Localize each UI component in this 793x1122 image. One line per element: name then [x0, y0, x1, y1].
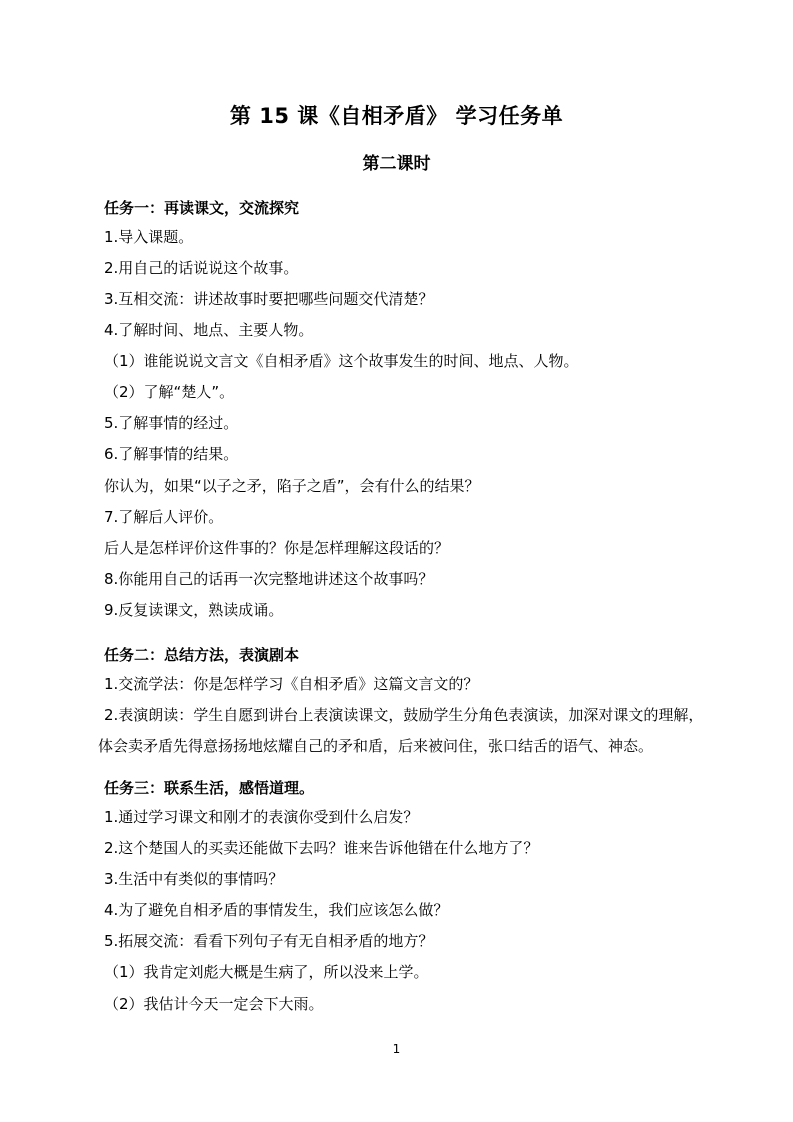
- task2-item: 2.表演朗读：学生自愿到讲台上表演读课文，鼓励学生分角色表演读，加深对课文的理解，: [104, 706, 704, 724]
- doc-title: 第 15 课《自相矛盾》 学习任务单: [229, 104, 564, 128]
- task1-item: 6.了解事情的结果。: [104, 445, 239, 463]
- task3-item: 4.为了避免自相矛盾的事情发生，我们应该怎么做？: [104, 901, 449, 919]
- task1-item: 9.反复读课文，熟读成诵。: [104, 601, 284, 619]
- task2-item-continuation: 体会卖矛盾先得意扬扬地炫耀自己的矛和盾，后来被问住，张口结舌的语气、神态。: [98, 737, 654, 755]
- task1-item: 1.导入课题。: [104, 228, 194, 246]
- task1-item: 2.用自己的话说说这个故事。: [104, 259, 299, 277]
- task1-item: 8.你能用自己的话再一次完整地讲述这个故事吗？: [104, 570, 434, 588]
- task1-item: 7.了解后人评价。: [104, 508, 224, 526]
- task1-item: 后人是怎样评价这件事的？你是怎样理解这段话的？: [104, 539, 450, 557]
- task3-heading: 任务三：联系生活，感悟道理。: [104, 779, 315, 797]
- task3-item: （2）我估计今天一定会下大雨。: [104, 995, 324, 1013]
- task2-item: 1.交流学法：你是怎样学习《自相矛盾》这篇文言文的？: [104, 675, 479, 693]
- task1-item: 5.了解事情的经过。: [104, 414, 239, 432]
- task1-item: 你认为，如果“以子之矛，陷子之盾”，会有什么的结果？: [104, 477, 480, 495]
- task3-item: （1）我肯定刘彪大概是生病了，所以没来上学。: [104, 963, 429, 981]
- task1-item: （1）谁能说说文言文《自相矛盾》这个故事发生的时间、地点、人物。: [104, 352, 579, 370]
- task1-item: （2）了解“楚人”。: [104, 383, 235, 401]
- doc-subtitle: 第二课时: [362, 154, 431, 174]
- task2-heading: 任务二：总结方法，表演剧本: [104, 646, 300, 664]
- task1-item: 4.了解时间、地点、主要人物。: [104, 321, 314, 339]
- page-number: 1: [392, 1042, 401, 1056]
- task1-heading: 任务一：再读课文，交流探究: [104, 199, 300, 217]
- task3-item: 5.拓展交流：看看下列句子有无自相矛盾的地方？: [104, 932, 434, 950]
- task3-item: 3.生活中有类似的事情吗？: [104, 870, 284, 888]
- task3-item: 1.通过学习课文和刚才的表演你受到什么启发？: [104, 808, 419, 826]
- task1-item: 3.互相交流：讲述故事时要把哪些问题交代清楚？: [104, 290, 434, 308]
- task3-item: 2.这个楚国人的买卖还能做下去吗？谁来告诉他错在什么地方了？: [104, 839, 539, 857]
